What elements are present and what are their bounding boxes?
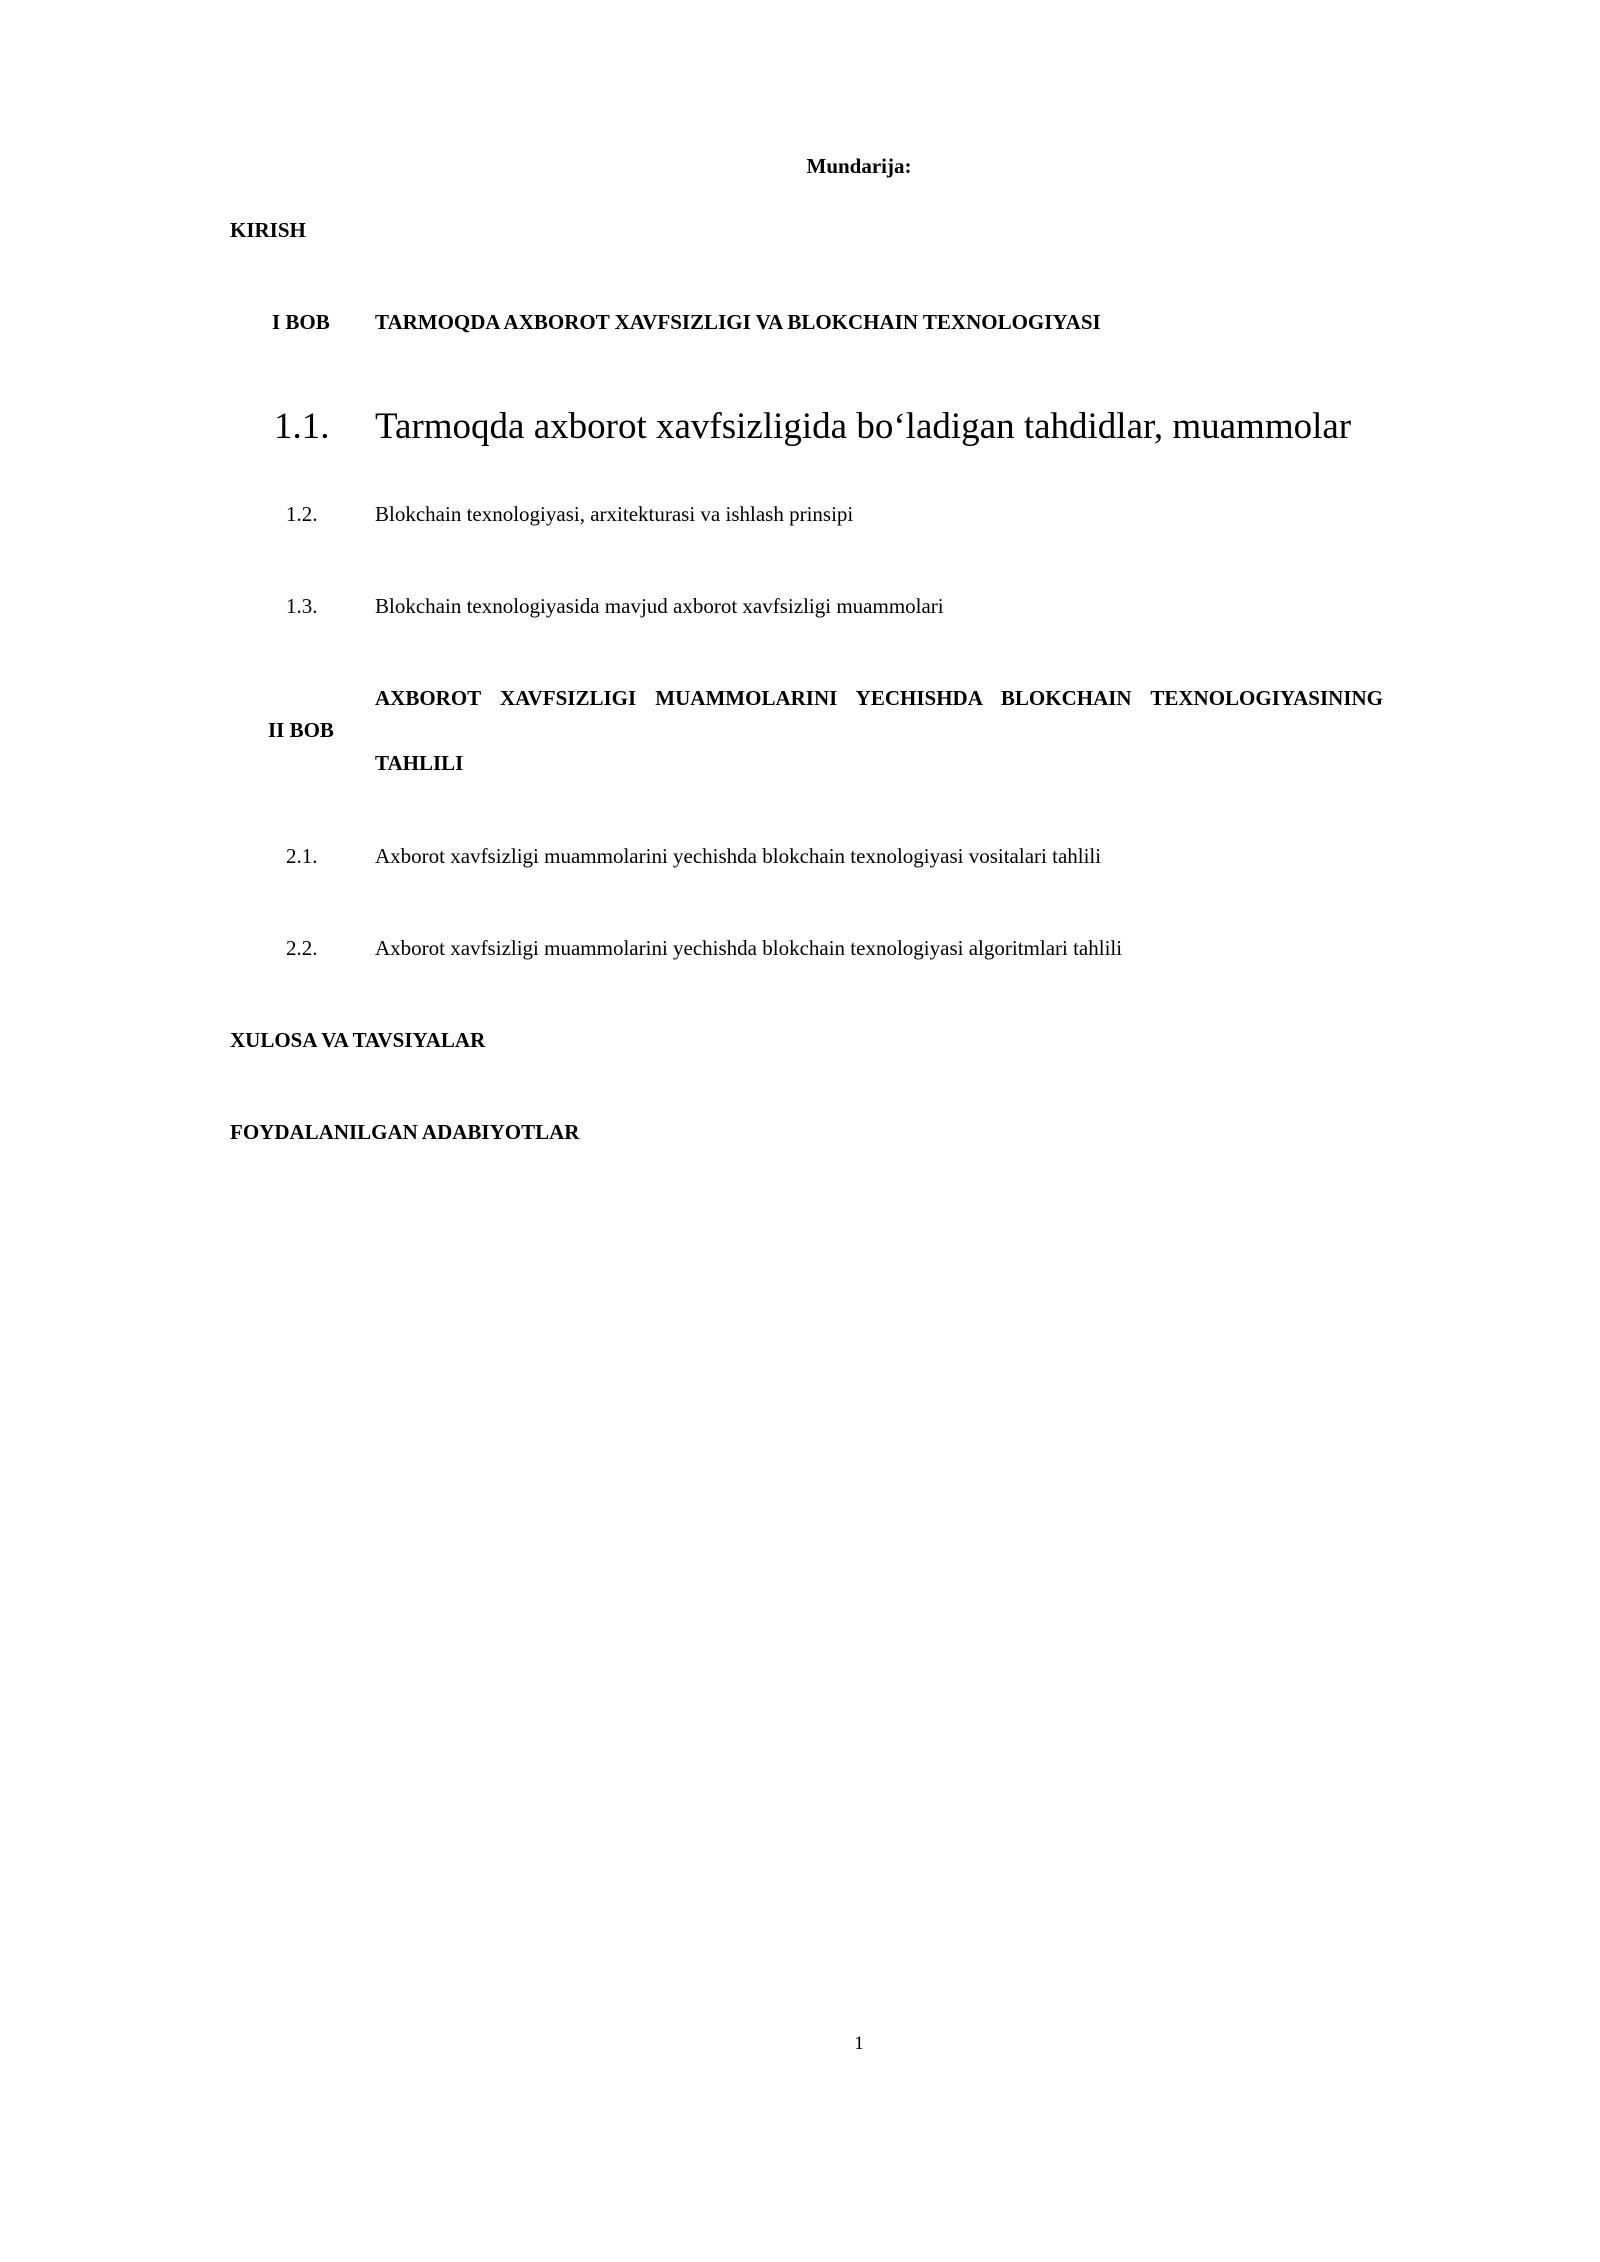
page-number: 1: [854, 2033, 864, 2054]
section-1-3-title: Blokchain texnologiyasida mavjud axborot xavfsizligi muammolari: [375, 594, 944, 618]
section-2-1-number: 2.1.: [286, 844, 318, 868]
toc-heading-container: [0, 154, 1600, 179]
section-1-1-title: Tarmoqda axborot xavfsizligida bo‘ladigan tahdidlar, muammolar: [375, 406, 1352, 447]
section-1-1-number: 1.1.: [274, 406, 330, 447]
toc-entry-conclusion: XULOSA VA TAVSIYALAR: [230, 1028, 486, 1052]
section-1-2-title: Blokchain texnologiyasi, arxitekturasi va ishlash prinsipi: [375, 502, 854, 526]
section-2-2-number: 2.2.: [286, 936, 318, 960]
toc-entry-references: FOYDALANILGAN ADABIYOTLAR: [230, 1120, 580, 1144]
chapter-2-title-line-2: TAHLILI: [375, 751, 464, 775]
section-2-2-title: Axborot xavfsizligi muammolarini yechishda blokchain texnologiyasi algoritmlari tahlili: [375, 936, 1123, 960]
section-2-1-title: Axborot xavfsizligi muammolarini yechishda blokchain texnologiyasi vositalari tahlili: [375, 844, 1102, 868]
toc-heading: Mundarija:: [806, 154, 912, 178]
chapter-2-title-line-1: AXBOROT XAVFSIZLIGI MUAMMOLARINI YECHISHDA BLOKCHAIN TEXNOLOGIYASINING: [375, 686, 1383, 710]
chapter-2-number: II BOB: [268, 718, 334, 742]
toc-entry-intro: KIRISH: [230, 218, 306, 242]
section-1-2-number: 1.2.: [286, 502, 318, 526]
chapter-1-title: TARMOQDA AXBOROT XAVFSIZLIGI VA BLOKCHAIN TEXNOLOGIYASI: [375, 310, 1101, 334]
section-1-3-number: 1.3.: [286, 594, 318, 618]
chapter-1-number: I BOB: [272, 310, 330, 334]
